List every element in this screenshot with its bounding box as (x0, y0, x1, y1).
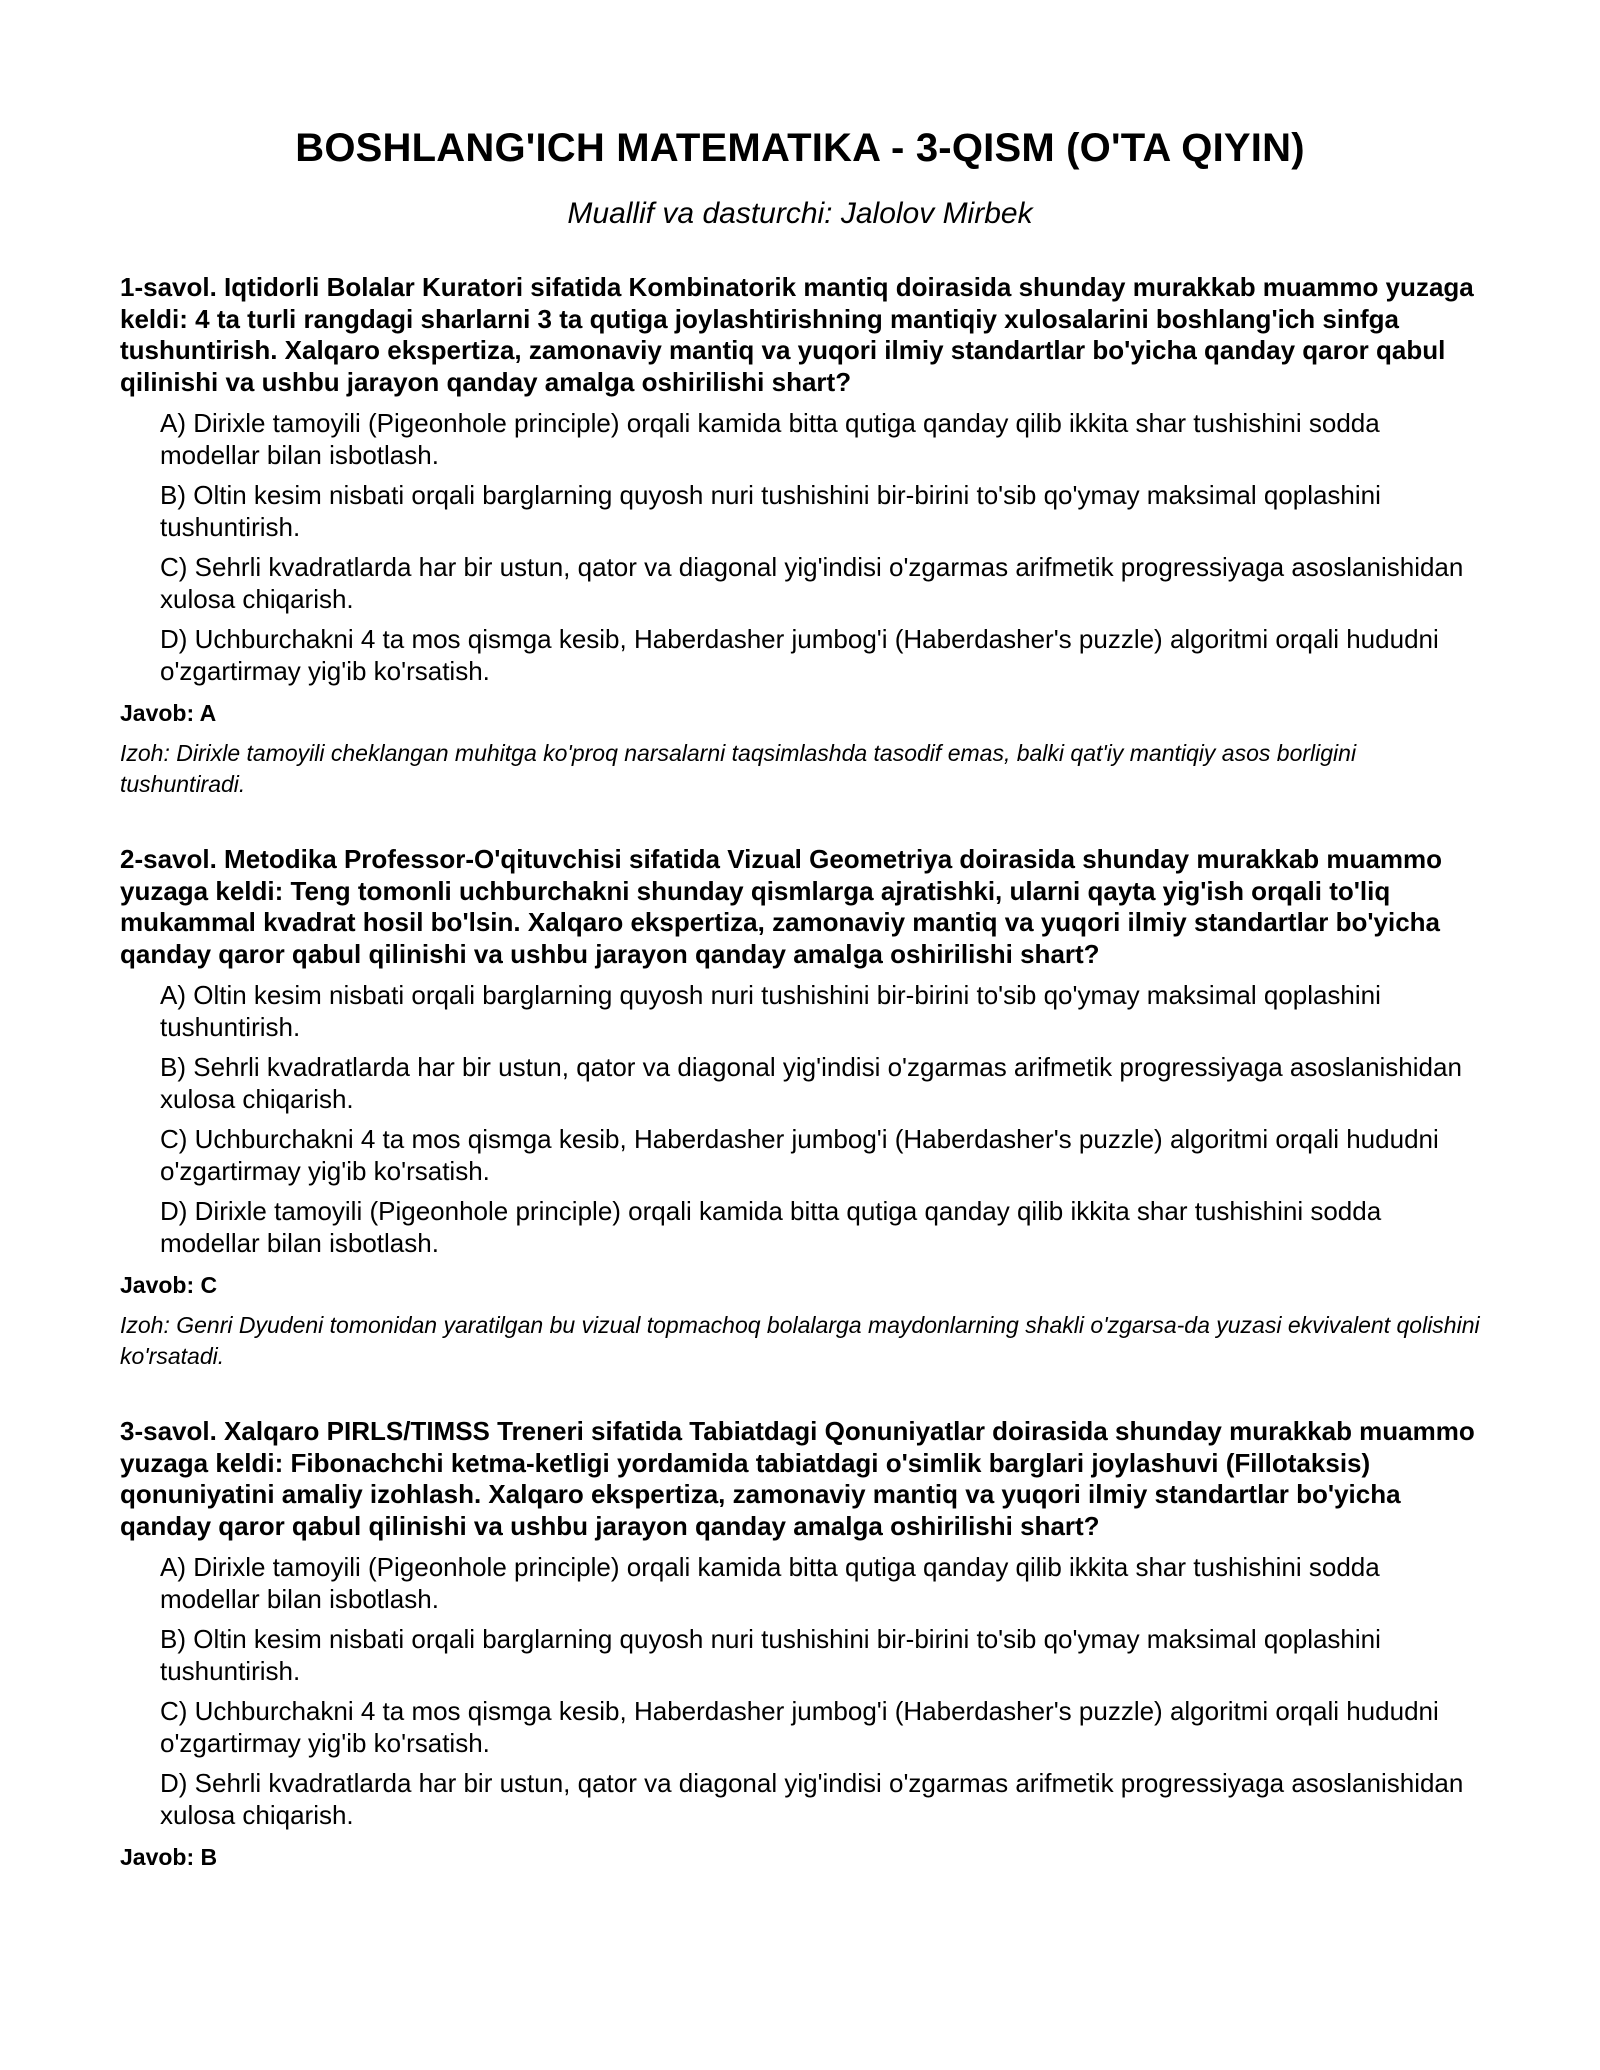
option-b: B) Oltin kesim nisbati orqali barglarning quyosh nuri tushishini bir-birini to'sib qo'ymay maksimal qoplashini tushuntirish. (160, 1624, 1381, 1686)
question-2 (120, 844, 1480, 1372)
document-page (120, 0, 1480, 1871)
option-c: C) Uchburchakni 4 ta mos qismga kesib, Haberdasher jumbog'i (Haberdasher's puzzle) algoritmi orqali hududni o'zgartirmay yig'ib ko'rsatish. (160, 1696, 1439, 1758)
option-b: B) Sehrli kvadratlarda har bir ustun, qator va diagonal yig'indisi o'zgarmas arifmetik progressiyaga asoslanishidan xulosa chiqarish. (160, 1052, 1462, 1114)
correct-answer: Javob: B (120, 1844, 218, 1870)
option-c: C) Sehrli kvadratlarda har bir ustun, qator va diagonal yig'indisi o'zgarmas arifmetik progressiyaga asoslanishidan xulosa chiqarish. (160, 552, 1464, 614)
option-d: D) Sehrli kvadratlarda har bir ustun, qator va diagonal yig'indisi o'zgarmas arifmetik progressiyaga asoslanishidan xulosa chiqarish. (160, 1768, 1464, 1830)
option-c: C) Uchburchakni 4 ta mos qismga kesib, Haberdasher jumbog'i (Haberdasher's puzzle) algoritmi orqali hududni o'zgartirmay yig'ib ko'rsatish. (160, 1124, 1439, 1186)
option-d: D) Dirixle tamoyili (Pigeonhole principle) orqali kamida bitta qutiga qanday qilib ikkita shar tushishini sodda modellar bilan isbotlash. (160, 1196, 1382, 1258)
answer-options (160, 980, 1480, 1259)
document-author: Muallif va dasturchi: Jalolov Mirbek (567, 197, 1033, 230)
question-3 (120, 1416, 1480, 1871)
correct-answer: Javob: C (120, 1272, 218, 1298)
option-d: D) Uchburchakni 4 ta mos qismga kesib, Haberdasher jumbog'i (Haberdasher's puzzle) algoritmi orqali hududni o'zgartirmay yig'ib ko'rsatish. (160, 624, 1439, 686)
question-list (120, 272, 1480, 1871)
question-1 (120, 272, 1480, 800)
answer-options (160, 1552, 1480, 1831)
explanation-note: Izoh: Genri Dyudeni tomonidan yaratilgan bu vizual topmachoq bolalarga maydonlarning shakli o'zgarsa-da yuzasi ekvivalent qolishini ko'rsatadi. (120, 1312, 1480, 1369)
correct-answer: Javob: A (120, 700, 217, 726)
option-b: B) Oltin kesim nisbati orqali barglarning quyosh nuri tushishini bir-birini to'sib qo'ymay maksimal qoplashini tushuntirish. (160, 480, 1381, 542)
question-text: 3-savol. Xalqaro PIRLS/TIMSS Treneri sifatida Tabiatdagi Qonuniyatlar doirasida shunday murakkab muammo yuzaga keldi: Fibonachchi ketma-ketligi yordamida tabiatdagi o'simlik barglari joylashuvi (Fillotaksis) qonuniyatini amaliy izohlash. Xalqaro ekspertiza, zamonaviy mantiq va yuqori ilmiy standartlar bo'yicha qanday qaror qabul qilinishi va ushbu jarayon qanday amalga oshirilishi shart? (120, 1416, 1475, 1541)
option-a: A) Dirixle tamoyili (Pigeonhole principle) orqali kamida bitta qutiga qanday qilib ikkita shar tushishini sodda modellar bilan isbotlash. (160, 408, 1380, 470)
document-title: BOSHLANG'ICH MATEMATIKA - 3-QISM (O'TA QIYIN) (295, 126, 1305, 170)
option-a: A) Dirixle tamoyili (Pigeonhole principle) orqali kamida bitta qutiga qanday qilib ikkita shar tushishini sodda modellar bilan isbotlash. (160, 1552, 1380, 1614)
answer-options (160, 408, 1480, 687)
question-text: 1-savol. Iqtidorli Bolalar Kuratori sifatida Kombinatorik mantiq doirasida shunday murakkab muammo yuzaga keldi: 4 ta turli rangdagi sharlarni 3 ta qutiga joylashtirishning mantiqiy xulosalarini boshlang'ich sinfga tushuntirish. Xalqaro ekspertiza, zamonaviy mantiq va yuqori ilmiy standartlar bo'yicha qanday qaror qabul qilinishi va ushbu jarayon qanday amalga oshirilishi shart? (120, 272, 1474, 397)
option-a: A) Oltin kesim nisbati orqali barglarning quyosh nuri tushishini bir-birini to'sib qo'ymay maksimal qoplashini tushuntirish. (160, 980, 1381, 1042)
question-text: 2-savol. Metodika Professor-O'qituvchisi sifatida Vizual Geometriya doirasida shunday murakkab muammo yuzaga keldi: Teng tomonli uchburchakni shunday qismlarga ajratishki, ularni qayta yig'ish orqali to'liq mukammal kvadrat hosil bo'lsin. Xalqaro ekspertiza, zamonaviy mantiq va yuqori ilmiy standartlar bo'yicha qanday qaror qabul qilinishi va ushbu jarayon qanday amalga oshirilishi shart? (120, 844, 1442, 969)
explanation-note: Izoh: Dirixle tamoyili cheklangan muhitga ko'proq narsalarni taqsimlashda tasodif emas, balki qat'iy mantiqiy asos borligini tushuntiradi. (120, 740, 1357, 797)
